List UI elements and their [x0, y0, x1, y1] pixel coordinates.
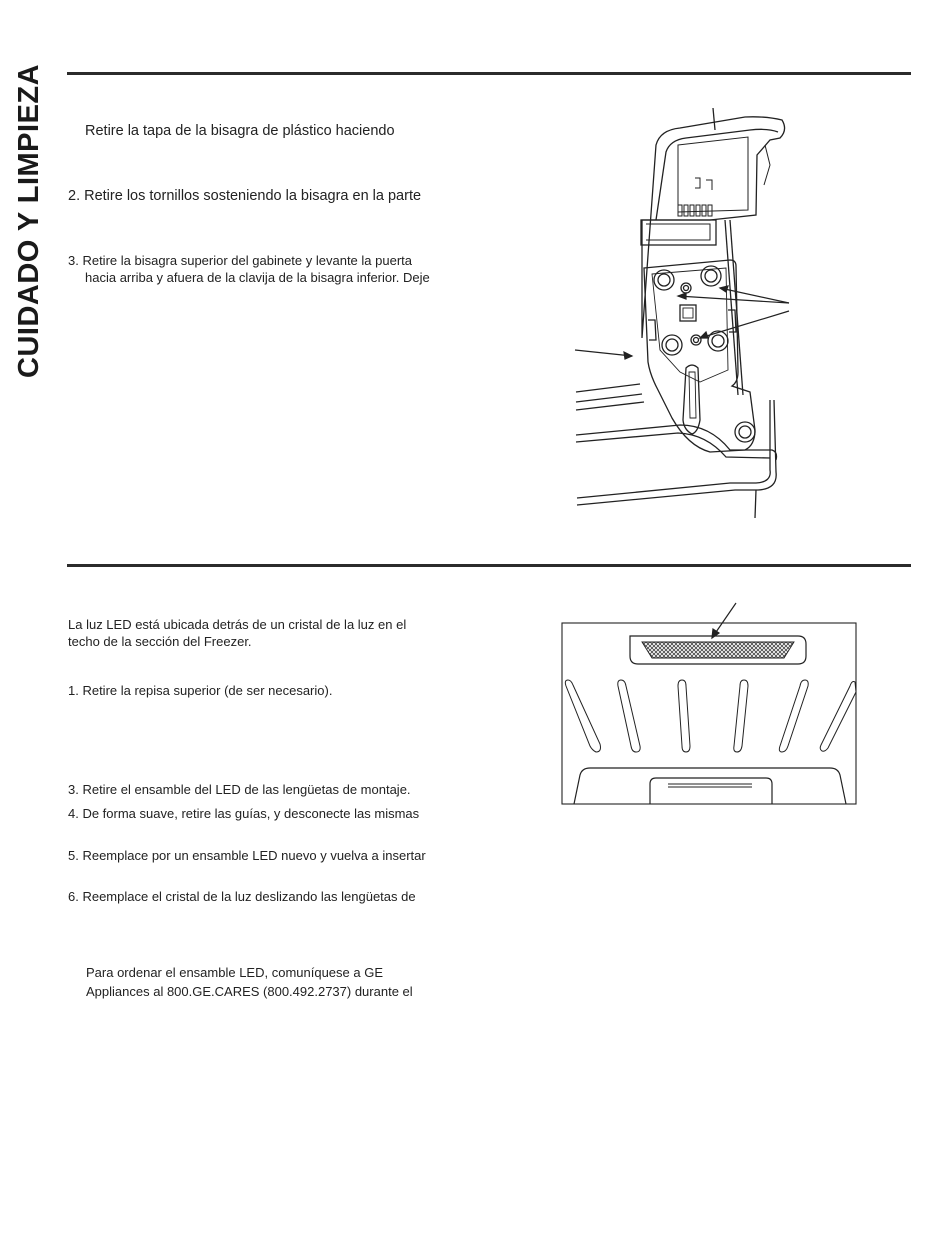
hinge-step-3-line1: 3. Retire la bisagra superior del gabinete y levante la puerta — [68, 253, 412, 268]
led-step-1: 1. Retire la repisa superior (de ser necesario). — [68, 683, 333, 698]
hinge-step-1-text: Retire la tapa de la bisagra de plástico haciendo — [85, 123, 395, 139]
led-intro-line2: techo de la sección del Freezer. — [68, 634, 252, 649]
section-divider-middle — [67, 564, 911, 567]
hinge-step-3-line2: hacia arriba y afuera de la clavija de la bisagra inferior. Deje — [85, 270, 430, 285]
side-title — [12, 38, 46, 378]
led-step-3: 3. Retire el ensamble del LED de las lengüetas de montaje. — [68, 782, 411, 797]
led-step-5: 5. Reemplace por un ensamble LED nuevo y vuelva a insertar — [68, 848, 426, 863]
side-title-text: CUIDADO Y LIMPIEZA — [13, 63, 45, 378]
hinge-illustration — [560, 100, 800, 520]
order-line2: Appliances al 800.GE.CARES (800.492.2737) durante el — [86, 984, 413, 999]
order-line1: Para ordenar el ensamble LED, comuníquese a GE — [86, 965, 384, 980]
led-illustration — [560, 600, 860, 810]
led-step-6: 6. Reemplace el cristal de la luz deslizando las lengüetas de — [68, 889, 416, 904]
hinge-step-2-text: 2. Retire los tornillos sosteniendo la bisagra en la parte — [68, 188, 422, 204]
led-intro-line1: La luz LED está ubicada detrás de un cristal de la luz en el — [68, 617, 407, 632]
section-divider-top — [67, 72, 911, 75]
led-step-4: 4. De forma suave, retire las guías, y desconecte las mismas — [68, 806, 420, 821]
